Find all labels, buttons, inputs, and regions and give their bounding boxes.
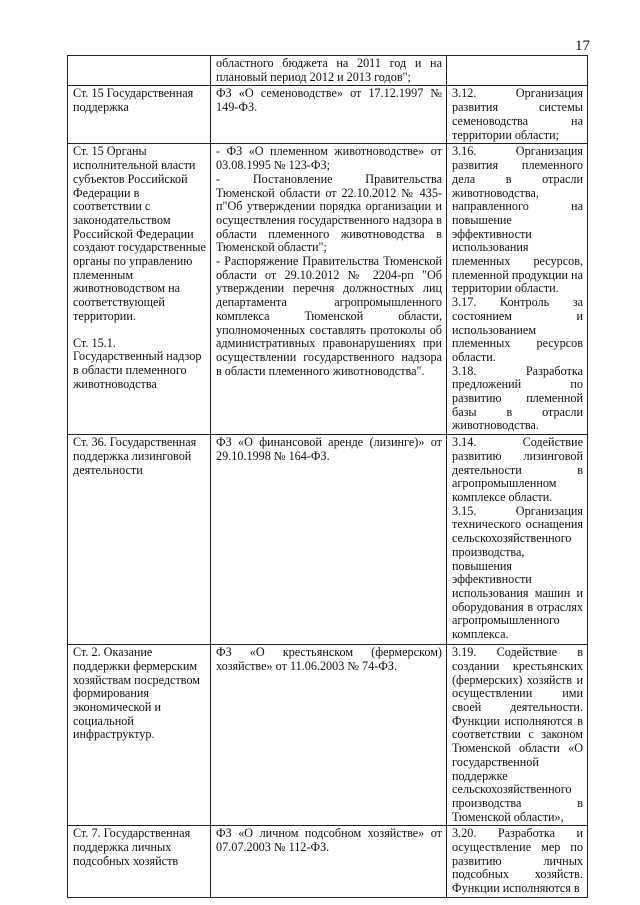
functions-cell [447, 435, 588, 645]
table-row [68, 645, 588, 826]
law-text: областного бюджета на 2011 год и на плановый период 2012 и 2013 годов"; [216, 56, 442, 84]
article-cell [68, 86, 211, 144]
function-text: 3.20. Разработка и осуществление мер по развитию личных подсобных хозяйств. Функции исполняются в [452, 826, 583, 896]
table-row [68, 144, 588, 435]
functions-cell [447, 56, 588, 86]
law-cell [211, 645, 447, 826]
function-text: 3.16. Организация развития племенного дела в отрасли животноводства, направленного на повышение эффективности использования племенных ресурсов, племенной продукции на территории области. [452, 144, 583, 296]
table-row [68, 56, 588, 86]
article-cell [68, 144, 211, 435]
law-text: - ФЗ «О племенном животноводстве» от 03.08.1995 № 123-ФЗ; [216, 144, 442, 173]
article-cell [68, 56, 211, 86]
law-cell [211, 86, 447, 144]
table-row [68, 826, 588, 898]
law-text: - Постановление Правительства Тюменской области от 22.10.2012 № 435-п"Об утверждении порядка организации и осуществления государственного надзора в области племенного животноводства в Тюменской области"; [216, 171, 442, 255]
functions-cell [447, 826, 588, 898]
article-cell [68, 435, 211, 645]
function-text: 3.12. Организация развития системы семеноводства на территории области; [452, 86, 583, 142]
table-row [68, 435, 588, 645]
article-text: Ст. 36. Государственная поддержка лизинговой деятельности [73, 435, 197, 477]
law-cell [211, 826, 447, 898]
table-row [68, 86, 588, 144]
functions-cell [447, 86, 588, 144]
law-text: ФЗ «О крестьянском (фермерском) хозяйстве» от 11.06.2003 № 74-ФЗ. [216, 645, 442, 673]
article-cell [68, 645, 211, 826]
function-text: 3.18. Разработка предложений по развитию племенной базы в отрасли животноводства. [452, 363, 583, 433]
law-text: ФЗ «О семеноводстве» от 17.12.1997 № 149-ФЗ. [216, 86, 442, 115]
function-text: 3.14. Содействие развитию лизинговой деятельности в агропромышленном комплексе области. [452, 435, 583, 504]
functions-cell [447, 645, 588, 826]
function-text: 3.17. Контроль за состоянием и использованием племенных ресурсов области. [452, 295, 583, 364]
law-cell [211, 435, 447, 645]
law-cell [211, 56, 447, 86]
law-text: - Распоряжение Правительства Тюменской области от 29.10.2012 № 2204-рп "Об утверждении перечня должностных лиц департамента агропромышленного комплекса Тюменской области, уполномоченных составлять протоколы об административных правонарушениях при осуществлении государственного надзора в области племенного животноводства". [216, 254, 442, 378]
article-text: Ст. 2. Оказание поддержки фермерским хозяйствам посредством формирования экономической и социальной инфраструктур. [73, 645, 201, 742]
law-text: ФЗ «О личном подсобном хозяйстве» от 07.07.2003 № 112-ФЗ. [216, 826, 442, 855]
law-text: ФЗ «О финансовой аренде (лизинге)» от 29.10.1998 № 164-ФЗ. [216, 435, 442, 463]
law-cell [211, 144, 447, 435]
article-cell [68, 826, 211, 898]
article-text: Ст. 15 Органы исполнительной власти субъектов Российской Федерации в соответствии с законодательством Российской Федерации создают государственные органы по управлению племенным животноводством на соответствующей территории. [73, 144, 206, 323]
functions-cell [447, 144, 588, 435]
article-text: Ст. 7. Государственная поддержка личных подсобных хозяйств [73, 826, 191, 868]
article-text: Ст. 15 Государственная поддержка [73, 86, 194, 115]
function-text: 3.19. Содействие в создании крестьянских (фермерских) хозяйств и осуществлении ими своей деятельности. Функции исполняются в соответствии с законом Тюменской области «О государственной поддержке сельскохозяйственного производства в Тюменской области», [452, 645, 583, 824]
page-number: 17 [575, 38, 590, 54]
function-text: 3.15. Организация технического оснащения сельскохозяйственного производства, повышения эффективности использования машин и оборудования в отраслях агропромышленного комплекса. [452, 503, 583, 642]
article-text: Ст. 15.1. Государственный надзор в области племенного животноводства [73, 335, 202, 391]
legal-functions-table [67, 55, 588, 898]
